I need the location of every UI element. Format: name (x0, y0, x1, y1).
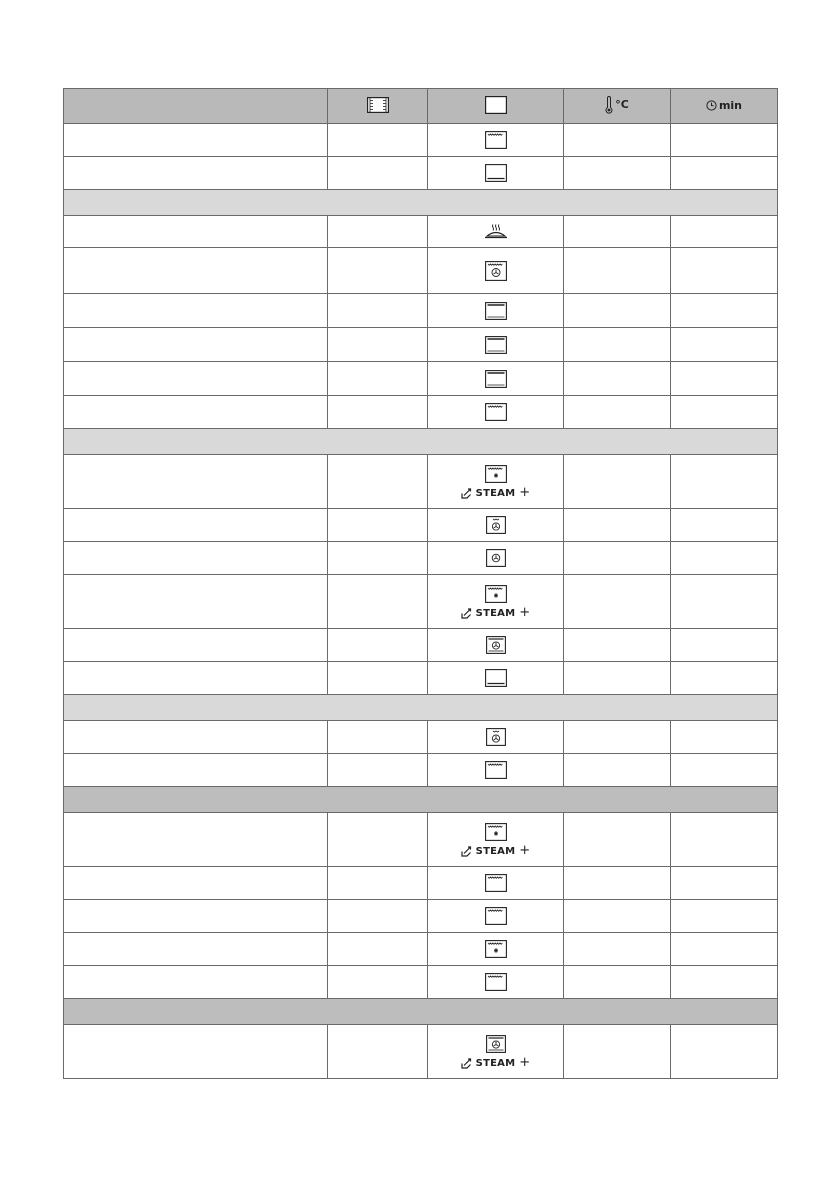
temperature-cell (564, 813, 671, 867)
food-cell (64, 966, 328, 999)
fan-grill-small-icon (486, 728, 506, 746)
time-cell (671, 900, 778, 933)
top-heat-icon (485, 403, 507, 421)
shelf-level-cell (328, 966, 428, 999)
section-cell (64, 429, 778, 455)
shelf-level-cell (328, 124, 428, 157)
header-temperature (564, 89, 671, 124)
fan-conventional-icon (486, 1035, 506, 1053)
food-cell (64, 362, 328, 396)
table-row (64, 754, 778, 787)
section-row (64, 787, 778, 813)
table-row (64, 157, 778, 190)
table-row (64, 124, 778, 157)
temperature-cell (564, 157, 671, 190)
food-cell (64, 721, 328, 754)
steam-text: STEAM (475, 845, 516, 857)
time-cell (671, 721, 778, 754)
fan-icon (486, 549, 506, 567)
cooking-table (63, 88, 778, 1079)
food-cell (64, 294, 328, 328)
shelf-level-cell (328, 867, 428, 900)
table-row (64, 509, 778, 542)
steam-plus-label (461, 1055, 531, 1070)
shelf-level-cell (328, 455, 428, 509)
time-unit: min (718, 98, 743, 112)
conventional-icon (485, 164, 507, 182)
food-cell (64, 629, 328, 662)
temperature-cell (564, 328, 671, 362)
temperature-cell (564, 542, 671, 575)
function-cell (428, 248, 564, 294)
food-cell (64, 396, 328, 429)
food-cell (64, 754, 328, 787)
table-row (64, 575, 778, 629)
time-cell (671, 362, 778, 396)
shelf-level-cell (328, 328, 428, 362)
shelf-level-cell (328, 294, 428, 328)
shelf-level-cell (328, 542, 428, 575)
function-cell (428, 754, 564, 787)
function-cell (428, 629, 564, 662)
steam-edit-icon (461, 846, 472, 857)
steam-edit-icon (461, 488, 472, 499)
table-row (64, 813, 778, 867)
shelf-level-cell (328, 157, 428, 190)
food-cell (64, 813, 328, 867)
temperature-cell (564, 124, 671, 157)
steam-plus-label (461, 485, 531, 500)
table-row (64, 867, 778, 900)
temperature-cell (564, 867, 671, 900)
temperature-cell (564, 662, 671, 695)
turbo-grill-icon (485, 585, 507, 603)
shelf-level-cell (328, 1025, 428, 1079)
function-cell (428, 216, 564, 248)
table-header-row (64, 89, 778, 124)
temperature-cell (564, 629, 671, 662)
shelf-level-cell (328, 509, 428, 542)
time-cell (671, 754, 778, 787)
table-row (64, 294, 778, 328)
temperature-cell (564, 754, 671, 787)
section-cell (64, 695, 778, 721)
time-cell (671, 629, 778, 662)
turbo-grill-icon (485, 940, 507, 958)
header-shelf-level (328, 89, 428, 124)
steam-plus-label (461, 605, 531, 620)
table-row (64, 662, 778, 695)
function-cell (428, 396, 564, 429)
table-row (64, 629, 778, 662)
header-food (64, 89, 328, 124)
time-cell (671, 542, 778, 575)
food-cell (64, 509, 328, 542)
top-heat-icon (485, 874, 507, 892)
temperature-cell (564, 396, 671, 429)
turbo-grill-icon (485, 823, 507, 841)
table-row (64, 455, 778, 509)
shelf-level-cell (328, 813, 428, 867)
plate-warm-icon (484, 223, 508, 241)
time-cell (671, 328, 778, 362)
steam-text: STEAM (475, 1057, 516, 1069)
table-row (64, 1025, 778, 1079)
temperature-cell (564, 509, 671, 542)
section-row (64, 190, 778, 216)
shelf-level-cell (328, 754, 428, 787)
table-row (64, 933, 778, 966)
time-cell (671, 933, 778, 966)
table-row (64, 362, 778, 396)
time-cell (671, 455, 778, 509)
turbo-grill-icon (485, 465, 507, 483)
function-cell (428, 455, 564, 509)
time-cell (671, 248, 778, 294)
clock-icon (706, 100, 717, 111)
time-cell (671, 813, 778, 867)
shelf-level-cell (328, 933, 428, 966)
food-cell (64, 157, 328, 190)
temperature-cell (564, 900, 671, 933)
fan-grill-icon (485, 261, 507, 281)
conventional-icon (485, 669, 507, 687)
food-cell (64, 867, 328, 900)
function-cell (428, 542, 564, 575)
shelf-level-cell (328, 248, 428, 294)
thermometer-icon (605, 96, 613, 114)
function-cell (428, 294, 564, 328)
section-row (64, 695, 778, 721)
top-heat-icon (485, 973, 507, 991)
function-cell (428, 966, 564, 999)
function-cell (428, 867, 564, 900)
steam-text: STEAM (475, 607, 516, 619)
oven-function-icon (485, 96, 507, 114)
table-row (64, 721, 778, 754)
shelf-level-cell (328, 629, 428, 662)
temperature-unit: °C (615, 98, 629, 111)
time-cell (671, 1025, 778, 1079)
top-heat-icon (485, 907, 507, 925)
time-cell (671, 867, 778, 900)
conventional-top-icon (485, 336, 507, 354)
header-function (428, 89, 564, 124)
time-cell (671, 575, 778, 629)
shelf-level-icon (367, 97, 389, 113)
steam-plus: + (519, 485, 531, 500)
shelf-level-cell (328, 396, 428, 429)
table-row (64, 542, 778, 575)
temperature-cell (564, 216, 671, 248)
temperature-cell (564, 721, 671, 754)
function-cell (428, 1025, 564, 1079)
shelf-level-cell (328, 216, 428, 248)
temperature-cell (564, 933, 671, 966)
function-cell (428, 933, 564, 966)
function-cell (428, 721, 564, 754)
time-cell (671, 966, 778, 999)
steam-plus-label (461, 843, 531, 858)
fan-conventional-icon (486, 636, 506, 654)
section-cell (64, 999, 778, 1025)
time-cell (671, 157, 778, 190)
food-cell (64, 328, 328, 362)
table-row (64, 216, 778, 248)
steam-plus: + (519, 605, 531, 620)
function-cell (428, 328, 564, 362)
time-cell (671, 662, 778, 695)
food-cell (64, 662, 328, 695)
food-cell (64, 542, 328, 575)
function-cell (428, 662, 564, 695)
table-row (64, 328, 778, 362)
steam-edit-icon (461, 1058, 472, 1069)
temperature-cell (564, 575, 671, 629)
food-cell (64, 933, 328, 966)
temperature-cell (564, 966, 671, 999)
function-cell (428, 157, 564, 190)
shelf-level-cell (328, 575, 428, 629)
function-cell (428, 575, 564, 629)
food-cell (64, 455, 328, 509)
conventional-top-icon (485, 302, 507, 320)
temperature-cell (564, 455, 671, 509)
table-row (64, 900, 778, 933)
function-cell (428, 813, 564, 867)
function-cell (428, 509, 564, 542)
header-time (671, 89, 778, 124)
temperature-cell (564, 362, 671, 396)
steam-edit-icon (461, 608, 472, 619)
function-cell (428, 124, 564, 157)
steam-plus: + (519, 843, 531, 858)
top-heat-icon (485, 131, 507, 149)
food-cell (64, 216, 328, 248)
shelf-level-cell (328, 662, 428, 695)
shelf-level-cell (328, 721, 428, 754)
section-row (64, 999, 778, 1025)
temperature-cell (564, 294, 671, 328)
time-cell (671, 396, 778, 429)
conventional-top-icon (485, 370, 507, 388)
time-cell (671, 294, 778, 328)
function-cell (428, 900, 564, 933)
temperature-cell (564, 1025, 671, 1079)
food-cell (64, 248, 328, 294)
food-cell (64, 900, 328, 933)
section-row (64, 429, 778, 455)
food-cell (64, 124, 328, 157)
table-row (64, 966, 778, 999)
shelf-level-cell (328, 362, 428, 396)
section-cell (64, 190, 778, 216)
section-cell (64, 787, 778, 813)
time-cell (671, 509, 778, 542)
top-heat-icon (485, 761, 507, 779)
time-cell (671, 124, 778, 157)
function-cell (428, 362, 564, 396)
table-row (64, 396, 778, 429)
food-cell (64, 575, 328, 629)
time-cell (671, 216, 778, 248)
fan-grill-small-icon (486, 516, 506, 534)
steam-text: STEAM (475, 487, 516, 499)
steam-plus: + (519, 1055, 531, 1070)
temperature-cell (564, 248, 671, 294)
table-row (64, 248, 778, 294)
food-cell (64, 1025, 328, 1079)
shelf-level-cell (328, 900, 428, 933)
